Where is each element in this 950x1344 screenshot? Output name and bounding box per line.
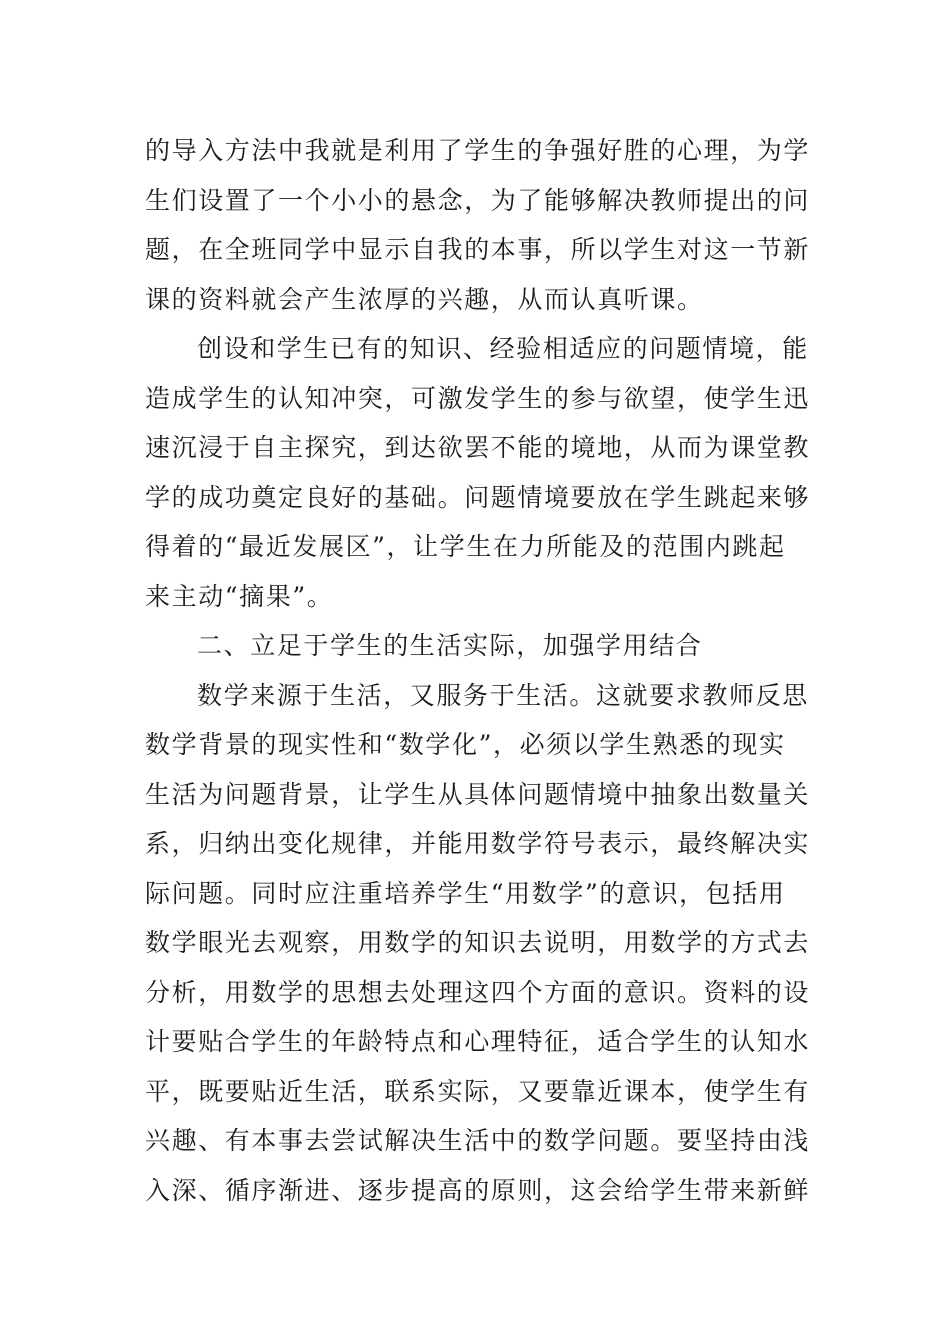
text-line: 题，在全班同学中显示自我的本事，所以学生对这一节新 [145,235,811,264]
text-line: 际问题。同时应注重培养学生“用数学”的意识，包括用 [145,878,786,908]
text-line: 兴趣、有本事去尝试解决生活中的数学问题。要坚持由浅 [145,1126,811,1155]
text-line: 的导入方法中我就是利用了学生的争强好胜的心理，为学 [145,136,811,165]
text-line: 计要贴合学生的年龄特点和心理特征，适合学生的认知水 [145,1027,811,1056]
text-line: 平，既要贴近生活，联系实际，又要靠近课本，使学生有 [145,1076,811,1106]
text-line: 数学眼光去观察，用数学的知识去说明，用数学的方式去 [145,928,811,957]
text-line: 来主动“摘果”。 [145,581,334,611]
text-line: 分析，用数学的思想去处理这四个方面的意识。资料的设 [145,977,811,1007]
text-line: 数学背景的现实性和“数学化”，必须以学生熟悉的现实 [145,730,786,759]
text-line: 速沉浸于自主探究，到达欲罢不能的境地，从而为课堂教 [145,433,811,462]
text-line: 生活为问题背景，让学生从具体问题情境中抽象出数量关 [145,779,811,809]
paragraph-first-line: 数学来源于生活，又服务于生活。这就要求教师反思 [197,680,809,710]
section-heading: 二、立足于学生的生活实际，加强学用结合 [197,631,703,660]
text-line: 系，归纳出变化规律，并能用数学符号表示，最终解决实 [145,829,811,858]
text-line: 课的资料就会产生浓厚的兴趣，从而认真听课。 [145,284,704,314]
paragraph-first-line: 创设和学生已有的知识、经验相适应的问题情境，能 [197,334,809,363]
text-line: 造成学生的认知冲突，可激发学生的参与欲望，使学生迅 [145,383,811,413]
text-line: 生们设置了一个小小的悬念，为了能够解决教师提出的问 [145,185,811,215]
text-line: 入深、循序渐进、逐步提高的原则，这会给学生带来新鲜 [145,1175,811,1205]
text-line: 学的成功奠定良好的基础。问题情境要放在学生跳起来够 [145,482,811,512]
text-line: 得着的“最近发展区”，让学生在力所能及的范围内跳起 [145,532,786,561]
body-text [145,126,810,1215]
